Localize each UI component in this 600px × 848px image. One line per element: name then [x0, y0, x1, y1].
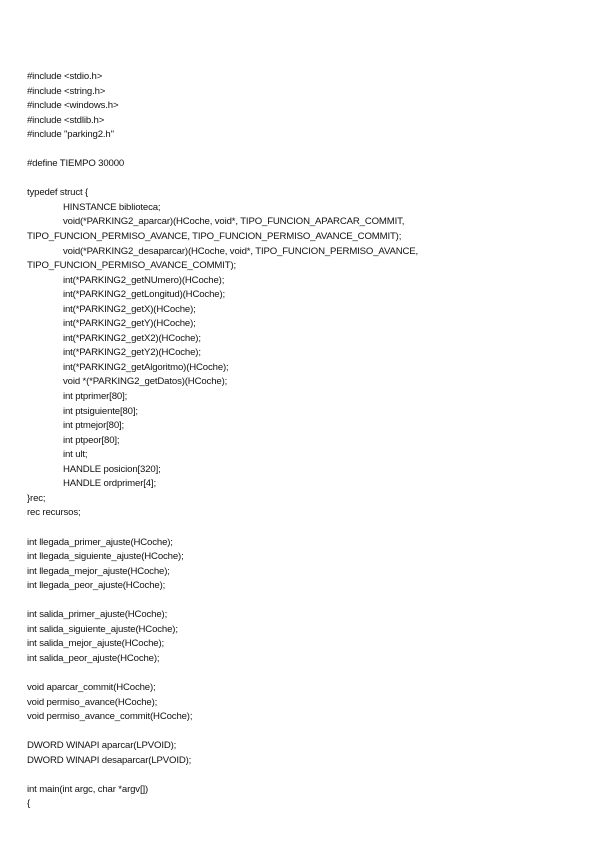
- blank-line: [27, 594, 587, 609]
- code-line: #include <windows.h>: [27, 100, 119, 112]
- code-line: TIPO_FUNCION_PERMISO_AVANCE, TIPO_FUNCION_PERMISO_AVANCE_COMMIT);: [27, 231, 402, 243]
- code-line: int(*PARKING2_getY2)(HCoche);: [63, 347, 201, 359]
- code-line: int ptmejor[80];: [63, 420, 125, 432]
- blank-line: [27, 725, 587, 740]
- code-line: int llegada_primer_ajuste(HCoche);: [27, 536, 173, 548]
- code-line: void permiso_avance(HCoche);: [27, 696, 158, 708]
- code-line: int(*PARKING2_getLongitud)(HCoche);: [63, 289, 226, 301]
- code-line: int ptsiguiente[80];: [63, 405, 138, 417]
- code-line: int ptprimer[80];: [63, 391, 128, 403]
- code-line: void permiso_avance_commit(HCoche);: [27, 711, 193, 723]
- blank-line: [27, 666, 587, 681]
- code-line: int(*PARKING2_getX)(HCoche);: [63, 303, 196, 315]
- code-line: #include <string.h>: [27, 85, 106, 97]
- code-line: int(*PARKING2_getAlgoritmo)(HCoche);: [63, 361, 229, 373]
- blank-line: [27, 521, 587, 536]
- code-line: void(*PARKING2_desaparcar)(HCoche, void*, TIPO_FUNCION_PERMISO_AVANCE,: [63, 245, 419, 257]
- code-line: }rec;: [27, 492, 46, 504]
- blank-line: [27, 143, 587, 158]
- code-line: void *(*PARKING2_getDatos)(HCoche);: [63, 376, 228, 388]
- code-line: int llegada_siguiente_ajuste(HCoche);: [27, 551, 184, 563]
- code-line: int salida_mejor_ajuste(HCoche);: [27, 638, 165, 650]
- code-line: int ult;: [63, 449, 88, 461]
- code-line: #include <stdlib.h>: [27, 114, 105, 126]
- code-line: int ptpeor[80];: [63, 434, 120, 446]
- code-line: rec recursos;: [27, 507, 81, 519]
- code-line: int salida_peor_ajuste(HCoche);: [27, 652, 160, 664]
- code-line: DWORD WINAPI aparcar(LPVOID);: [27, 740, 177, 752]
- code-line: int salida_siguiente_ajuste(HCoche);: [27, 623, 178, 635]
- code-line: {: [27, 798, 31, 810]
- code-line: TIPO_FUNCION_PERMISO_AVANCE_COMMIT);: [27, 260, 237, 272]
- code-line: HANDLE ordprimer[4];: [63, 478, 156, 490]
- code-line: int llegada_mejor_ajuste(HCoche);: [27, 565, 170, 577]
- code-line: int(*PARKING2_getY)(HCoche);: [63, 318, 196, 330]
- code-line: int(*PARKING2_getX2)(HCoche);: [63, 332, 201, 344]
- code-line: #define TIEMPO 30000: [27, 158, 125, 170]
- code-line: void(*PARKING2_aparcar)(HCoche, void*, TIPO_FUNCION_APARCAR_COMMIT,: [63, 216, 405, 228]
- code-line: HANDLE posicion[320];: [63, 463, 161, 475]
- code-line: int salida_primer_ajuste(HCoche);: [27, 609, 168, 621]
- code-line: #include <stdio.h>: [27, 71, 103, 82]
- blank-line: [27, 768, 587, 783]
- code-line: int main(int argc, char *argv[]): [27, 783, 149, 795]
- code-line: HINSTANCE biblioteca;: [63, 201, 161, 213]
- source-code-block: [27, 70, 587, 812]
- code-line: #include "parking2.h": [27, 129, 114, 141]
- code-line: void aparcar_commit(HCoche);: [27, 681, 156, 693]
- code-line: DWORD WINAPI desaparcar(LPVOID);: [27, 754, 192, 766]
- blank-line: [27, 172, 587, 187]
- code-line: typedef struct {: [27, 187, 89, 199]
- code-line: int llegada_peor_ajuste(HCoche);: [27, 580, 166, 592]
- code-line: int(*PARKING2_getNUmero)(HCoche);: [63, 274, 225, 286]
